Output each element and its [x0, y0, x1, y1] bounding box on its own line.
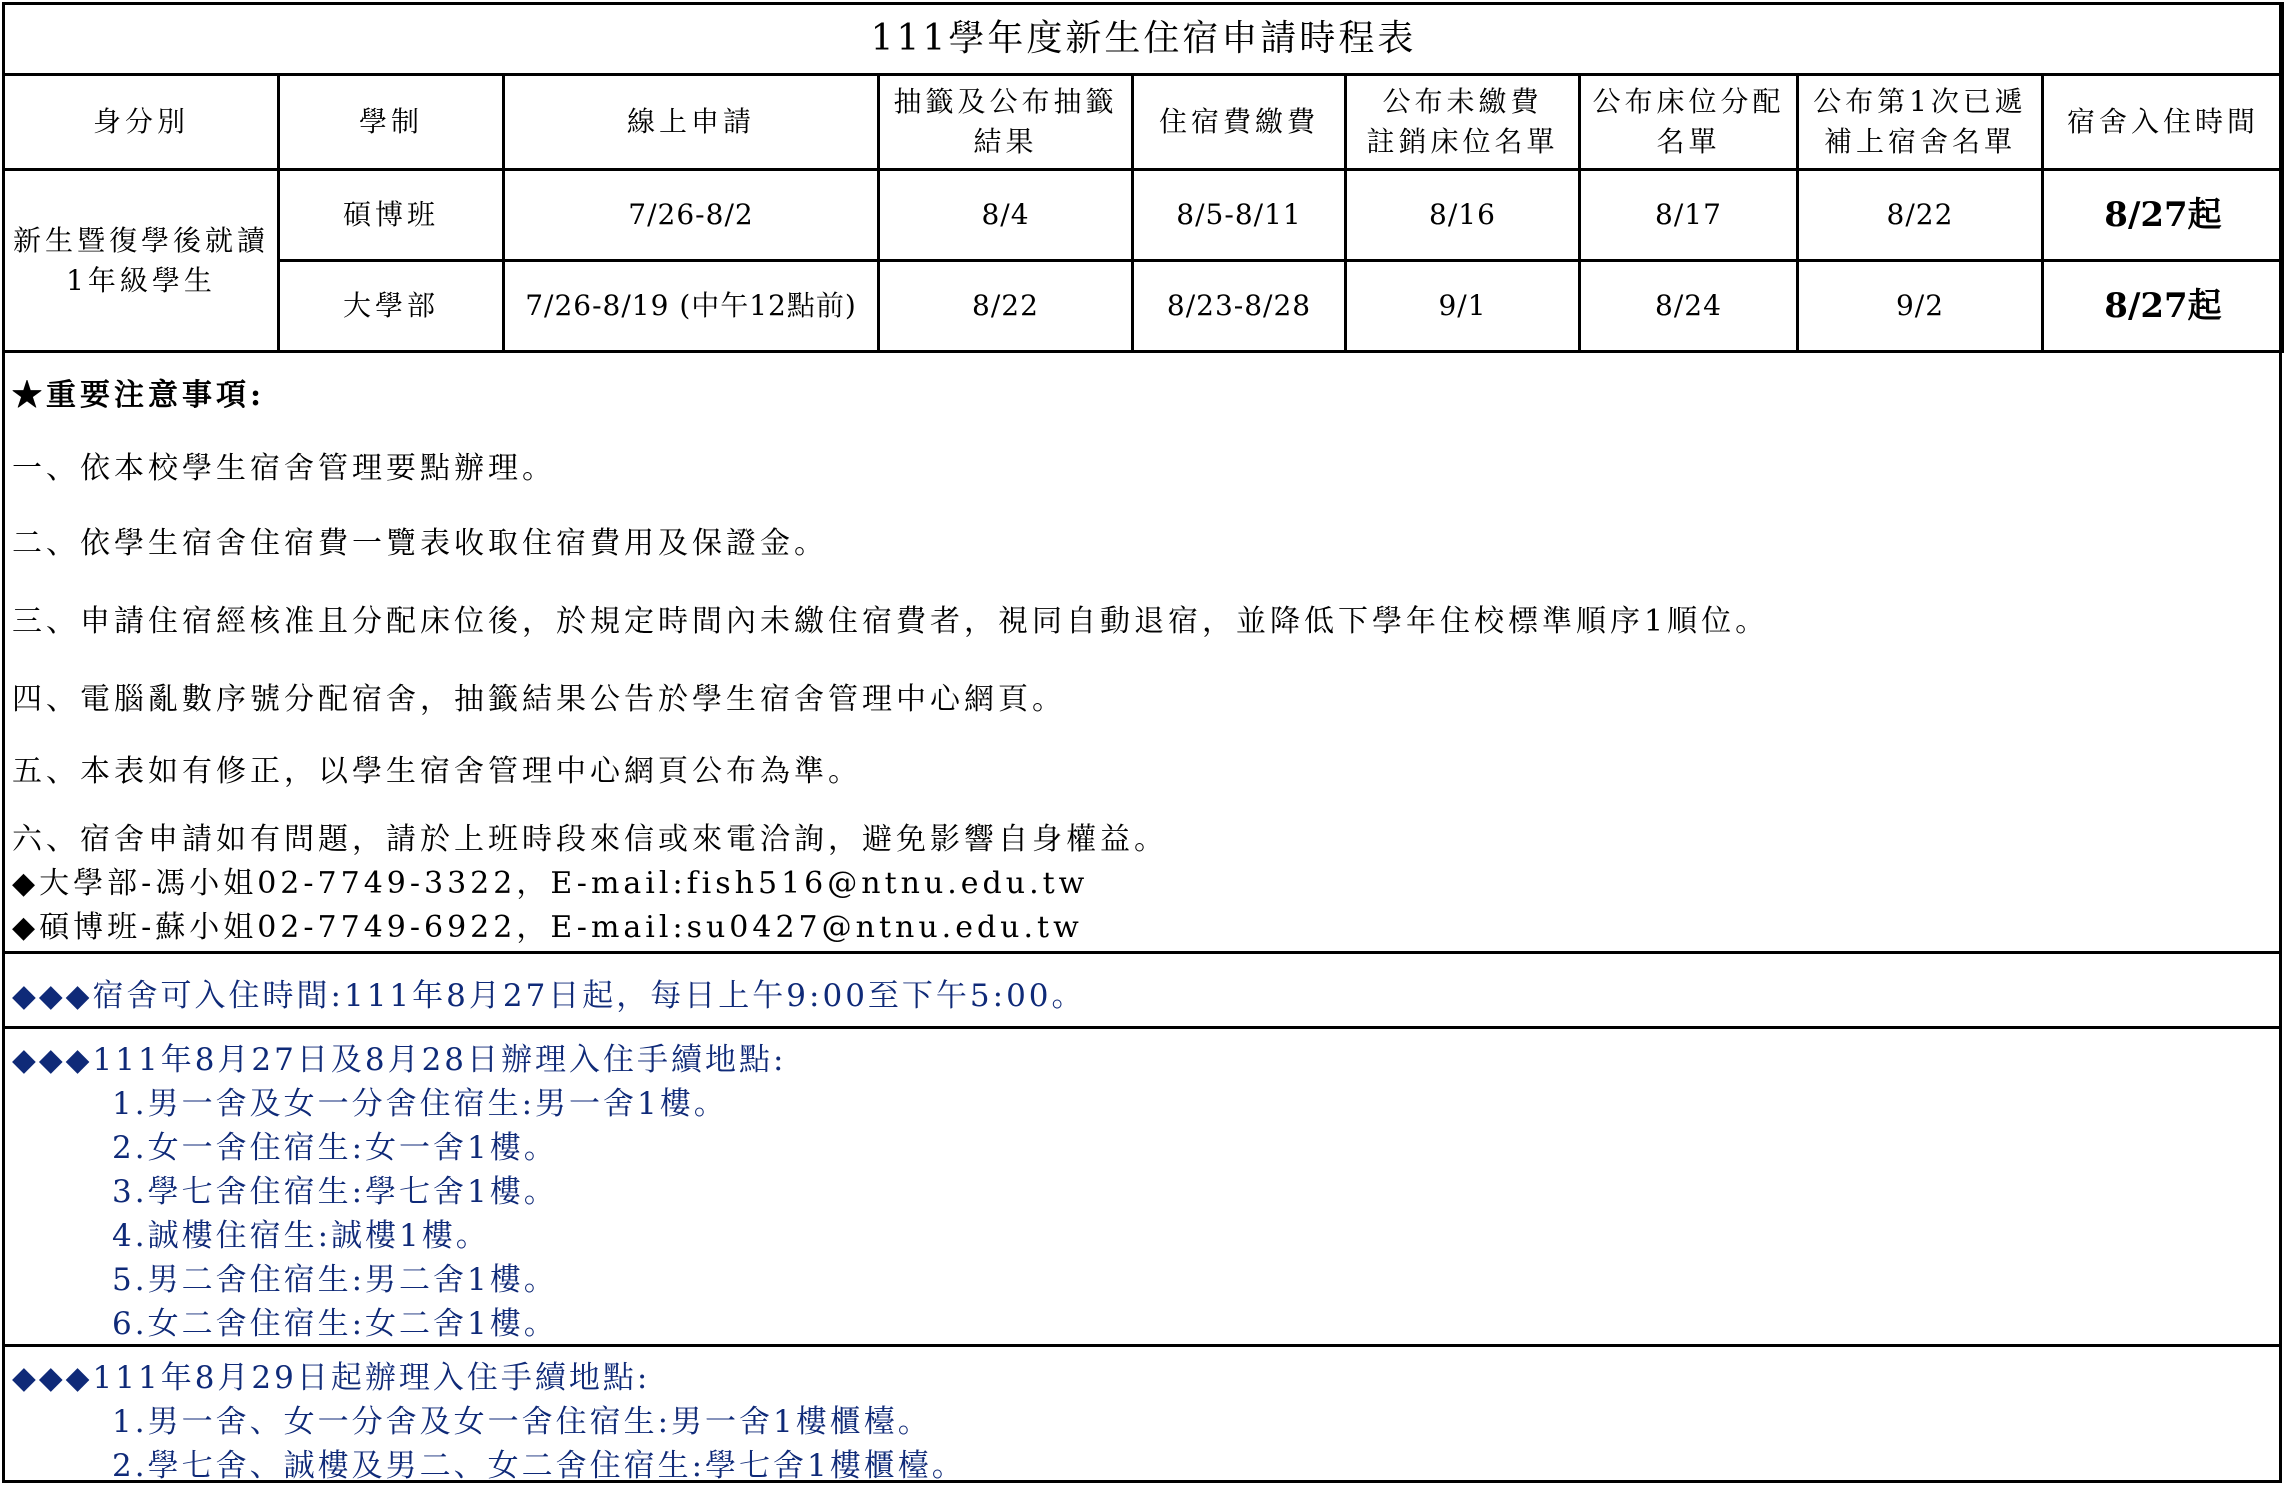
cell-online: 7/26-8/2	[504, 170, 879, 261]
checkin-time: ◆◆◆宿舍可入住時間:111年8月27日起，每日上午9:00至下午5:00。	[12, 978, 1086, 1014]
table-row-undergraduate	[4, 261, 2284, 352]
header-online-apply: 線上申請	[504, 75, 879, 170]
notes-heading: ★重要注意事項:	[12, 378, 266, 413]
checkin-827-title: ◆◆◆111年8月27日及8月28日辦理入住手續地點:	[12, 1042, 787, 1078]
identity-cell: 新生暨復學後就讀 1年級學生	[4, 170, 279, 352]
note-item: 三、申請住宿經核准且分配床位後，於規定時間內未繳住宿費者，視同自動退宿，並降低下學年住校標準順序1順位。	[12, 604, 1770, 639]
cell-unpaid: 8/16	[1346, 170, 1580, 261]
contact-graduate: ◆碩博班-蘇小姐02-7749-6922，E-mail:su0427@ntnu.edu.tw	[12, 910, 1083, 945]
cell-lottery: 8/22	[879, 261, 1133, 352]
divider	[2, 1344, 2282, 1347]
contact-undergraduate: ◆大學部-馮小姐02-7749-3322，E-mail:fish516@ntnu.edu.tw	[12, 866, 1089, 901]
list-item: 4.誠樓住宿生:誠樓1樓。	[112, 1218, 490, 1254]
cell-unpaid: 9/1	[1346, 261, 1580, 352]
cell-system: 大學部	[279, 261, 504, 352]
list-item: 5.男二舍住宿生:男二舍1樓。	[112, 1262, 558, 1298]
cell-lottery: 8/4	[879, 170, 1133, 261]
cell-online: 7/26-8/19 (中午12點前)	[504, 261, 879, 352]
list-item: 6.女二舍住宿生:女二舍1樓。	[112, 1306, 558, 1342]
header-bed-allocation: 公布床位分配 名單	[1580, 75, 1798, 170]
cell-move-in: 8/27起	[2043, 261, 2284, 352]
checkin-829-title: ◆◆◆111年8月29日起辦理入住手續地點:	[12, 1360, 651, 1396]
note-item: 一、依本校學生宿舍管理要點辦理。	[12, 451, 556, 486]
cell-payment: 8/5-8/11	[1133, 170, 1346, 261]
cell-allocation: 8/17	[1580, 170, 1798, 261]
list-item: 1.男一舍及女一分舍住宿生:男一舍1樓。	[112, 1086, 728, 1122]
header-waitlist: 公布第1次已遞 補上宿舍名單	[1798, 75, 2043, 170]
schedule-table	[2, 2, 2284, 353]
header-system: 學制	[279, 75, 504, 170]
list-item: 2.學七舍、誠樓及男二、女二舍住宿生:學七舍1樓櫃檯。	[112, 1448, 966, 1484]
cell-waitlist: 9/2	[1798, 261, 2043, 352]
header-lottery: 抽籤及公布抽籤 結果	[879, 75, 1133, 170]
header-payment: 住宿費繳費	[1133, 75, 1346, 170]
cell-system: 碩博班	[279, 170, 504, 261]
table-title: 111學年度新生住宿申請時程表	[4, 4, 2284, 75]
header-identity: 身分別	[4, 75, 279, 170]
table-row-graduate	[4, 170, 2284, 261]
cell-payment: 8/23-8/28	[1133, 261, 1346, 352]
header-unpaid-cancel: 公布未繳費 註銷床位名單	[1346, 75, 1580, 170]
note-item: 二、依學生宿舍住宿費一覽表收取住宿費用及保證金。	[12, 526, 828, 561]
divider	[2, 951, 2282, 954]
note-item: 五、本表如有修正，以學生宿舍管理中心網頁公布為準。	[12, 754, 862, 789]
list-item: 2.女一舍住宿生:女一舍1樓。	[112, 1130, 558, 1166]
list-item: 3.學七舍住宿生:學七舍1樓。	[112, 1174, 558, 1210]
cell-allocation: 8/24	[1580, 261, 1798, 352]
list-item: 1.男一舍、女一分舍及女一舍住宿生:男一舍1樓櫃檯。	[112, 1404, 932, 1440]
header-row	[4, 75, 2284, 170]
note-item: 六、宿舍申請如有問題，請於上班時段來信或來電洽詢，避免影響自身權益。	[12, 822, 1168, 857]
cell-move-in: 8/27起	[2043, 170, 2284, 261]
header-move-in: 宿舍入住時間	[2043, 75, 2284, 170]
note-item: 四、電腦亂數序號分配宿舍，抽籤結果公告於學生宿舍管理中心網頁。	[12, 682, 1066, 717]
divider	[2, 1026, 2282, 1029]
cell-waitlist: 8/22	[1798, 170, 2043, 261]
